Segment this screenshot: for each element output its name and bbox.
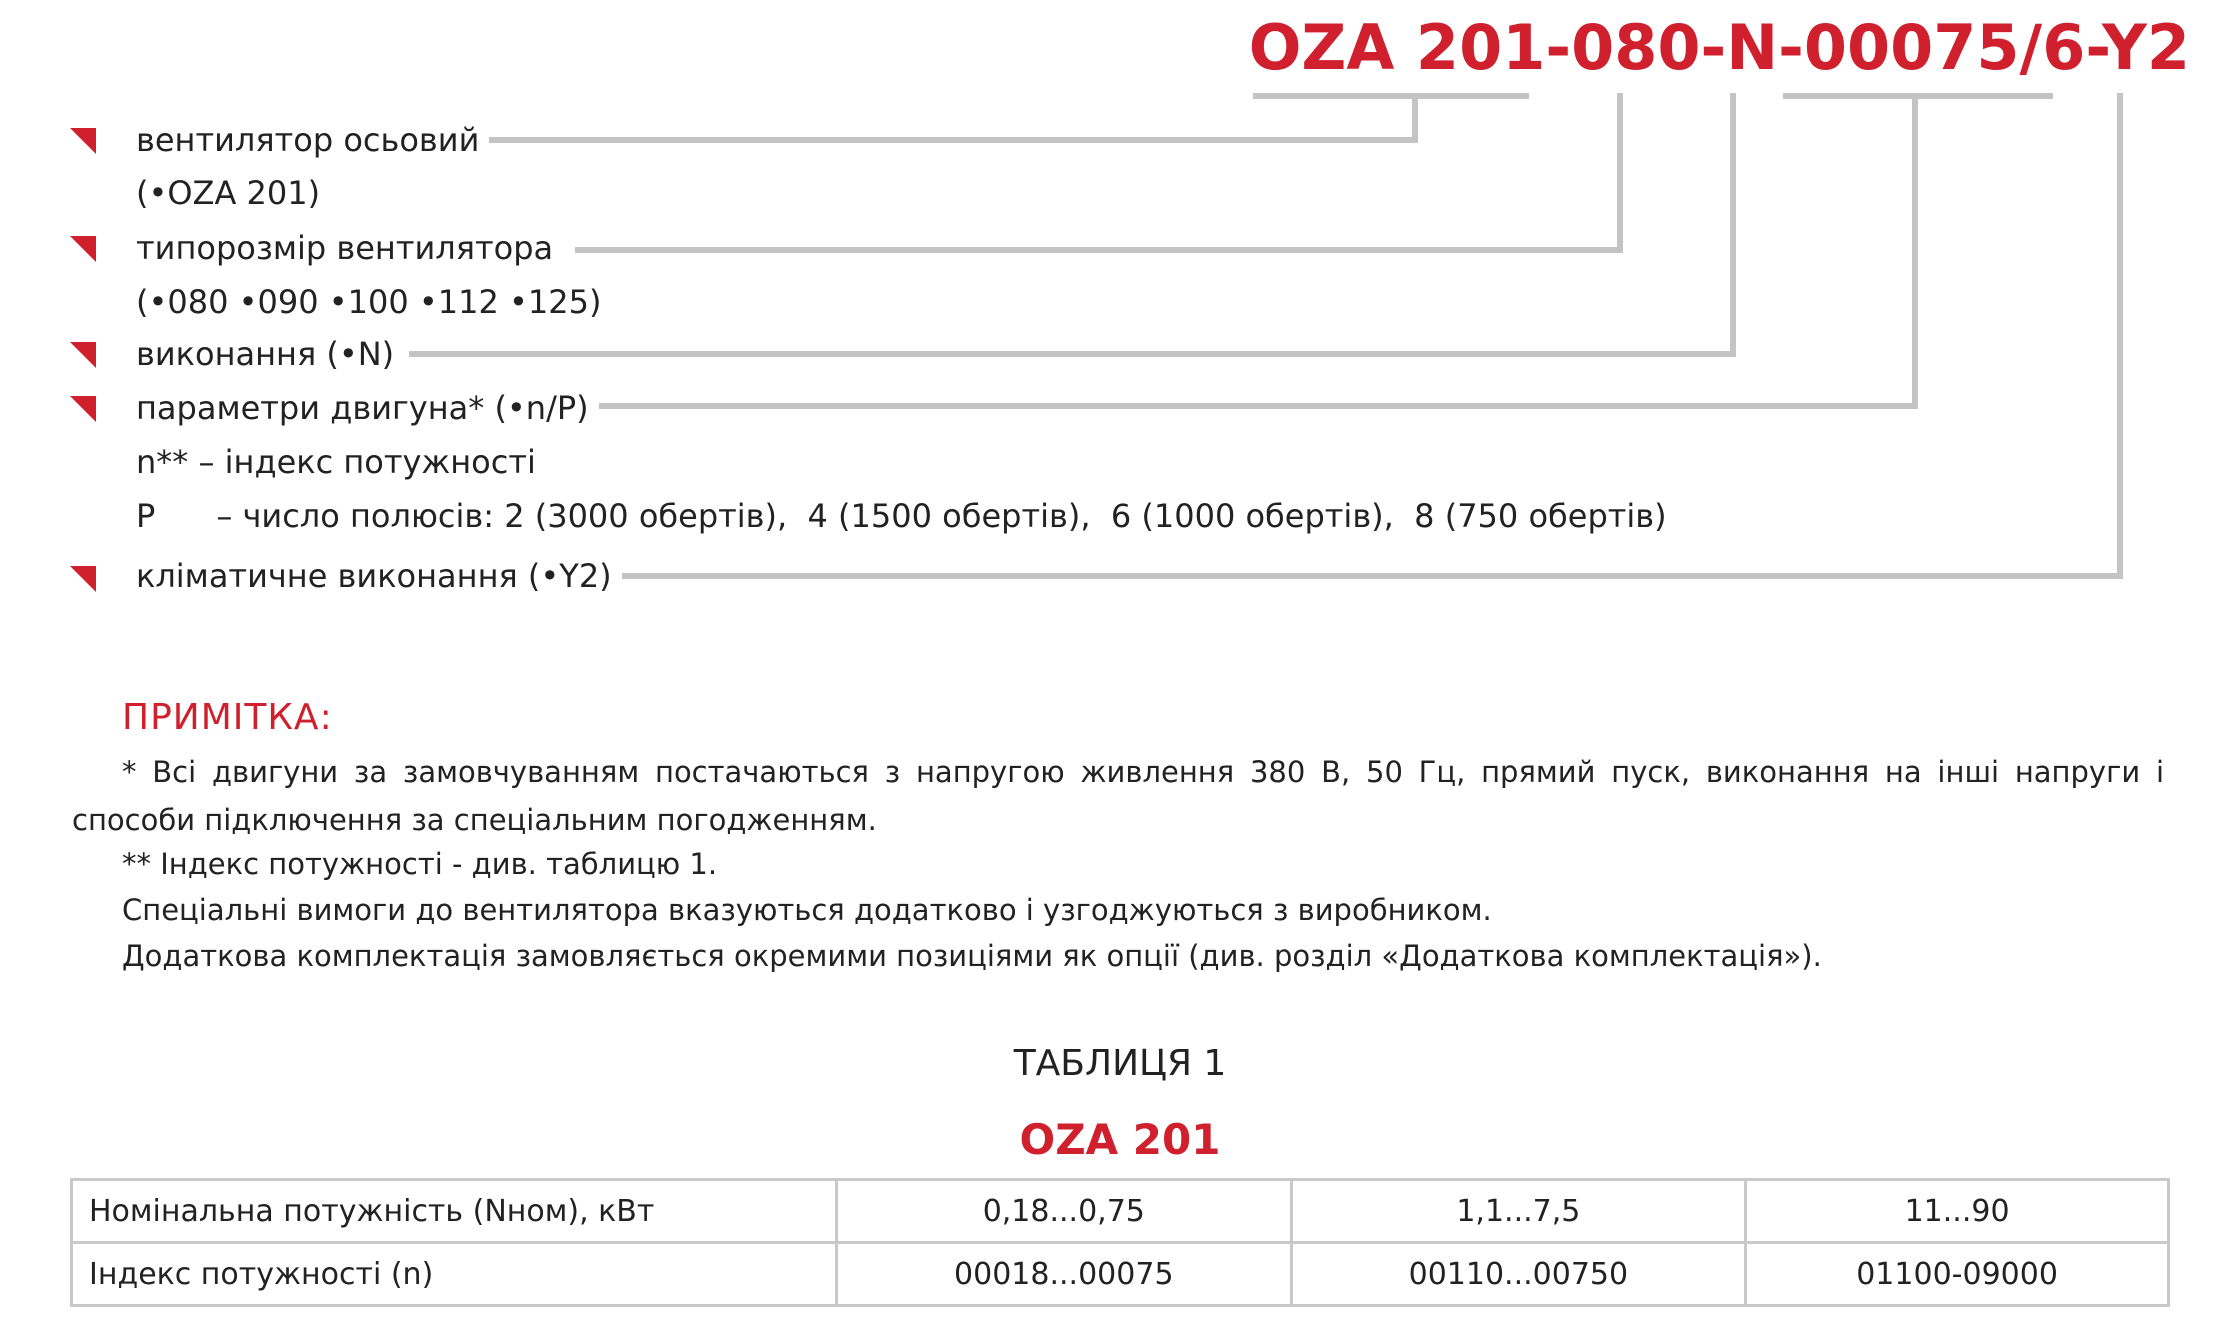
table-cell: 00018...00075 bbox=[837, 1243, 1292, 1306]
legend-motor-label: параметри двигуна* (•n/P) bbox=[136, 388, 599, 428]
table-cell: 1,1...7,5 bbox=[1291, 1180, 1746, 1243]
table-title: OZA 201 bbox=[1019, 1115, 1221, 1164]
legend-climate-label: кліматичне виконання (•Y2) bbox=[136, 556, 622, 596]
table-row bbox=[72, 1243, 2169, 1306]
note-line-additional-equipment: Додаткова комплектація замовляється окремими позиціями як опції (див. розділ «Додаткова комплектація»). bbox=[122, 939, 1822, 973]
note-line-voltage: * Всі двигуни за замовчуванням постачаються з напругою живлення 380 В, 50 Гц, прямий пуск, виконання на інші напруги і способи підключення за спеціальним погодженням. bbox=[72, 755, 2164, 837]
legend-motor-sub-n: n** – індекс потужності bbox=[136, 442, 546, 482]
table-caption: ТАБЛИЦЯ 1 bbox=[1013, 1043, 1227, 1084]
table-row-label: Індекс потужності (n) bbox=[72, 1243, 837, 1306]
table-row bbox=[72, 1180, 2169, 1243]
legend-execution-label: виконання (•N) bbox=[136, 334, 404, 374]
legend-fan-type-label: вентилятор осьовий bbox=[136, 120, 489, 160]
legend-size-label: типорозмір вентилятора bbox=[136, 228, 563, 268]
table-cell: 01100-09000 bbox=[1746, 1243, 2169, 1306]
note-line-special-requirements: Спеціальні вимоги до вентилятора вказуються додатково і узгоджуються з виробником. bbox=[122, 893, 1492, 927]
connector-fan-type-drop bbox=[478, 96, 1415, 140]
legend-motor-sub-p: P – число полюсів: 2 (3000 обертів), 4 (1500 обертів), 6 (1000 обертів), 8 (750 обертів) bbox=[136, 496, 1677, 536]
legend-fan-type-options: (•OZA 201) bbox=[136, 173, 330, 213]
table-cell: 00110...00750 bbox=[1291, 1243, 1746, 1306]
legend-size-options: (•080 •090 •100 •112 •125) bbox=[136, 282, 611, 322]
table-cell: 0,18...0,75 bbox=[837, 1180, 1292, 1243]
table-row-label: Номінальна потужність (Nном), кВт bbox=[72, 1180, 837, 1243]
power-index-table bbox=[70, 1178, 2170, 1307]
model-code: OZA 201-080-N-00075/6-Y2 bbox=[1248, 11, 2190, 84]
red-triangle-marker-icon bbox=[70, 566, 96, 592]
red-triangle-marker-icon bbox=[70, 396, 96, 422]
red-triangle-marker-icon bbox=[70, 342, 96, 368]
red-triangle-marker-icon bbox=[70, 128, 96, 154]
connector-size bbox=[578, 96, 1620, 250]
note-heading: ПРИМІТКА: bbox=[122, 697, 333, 738]
table-cell: 11...90 bbox=[1746, 1180, 2169, 1243]
note-line-power-index: ** Індекс потужності - див. таблицю 1. bbox=[122, 847, 718, 881]
red-triangle-marker-icon bbox=[70, 236, 96, 262]
